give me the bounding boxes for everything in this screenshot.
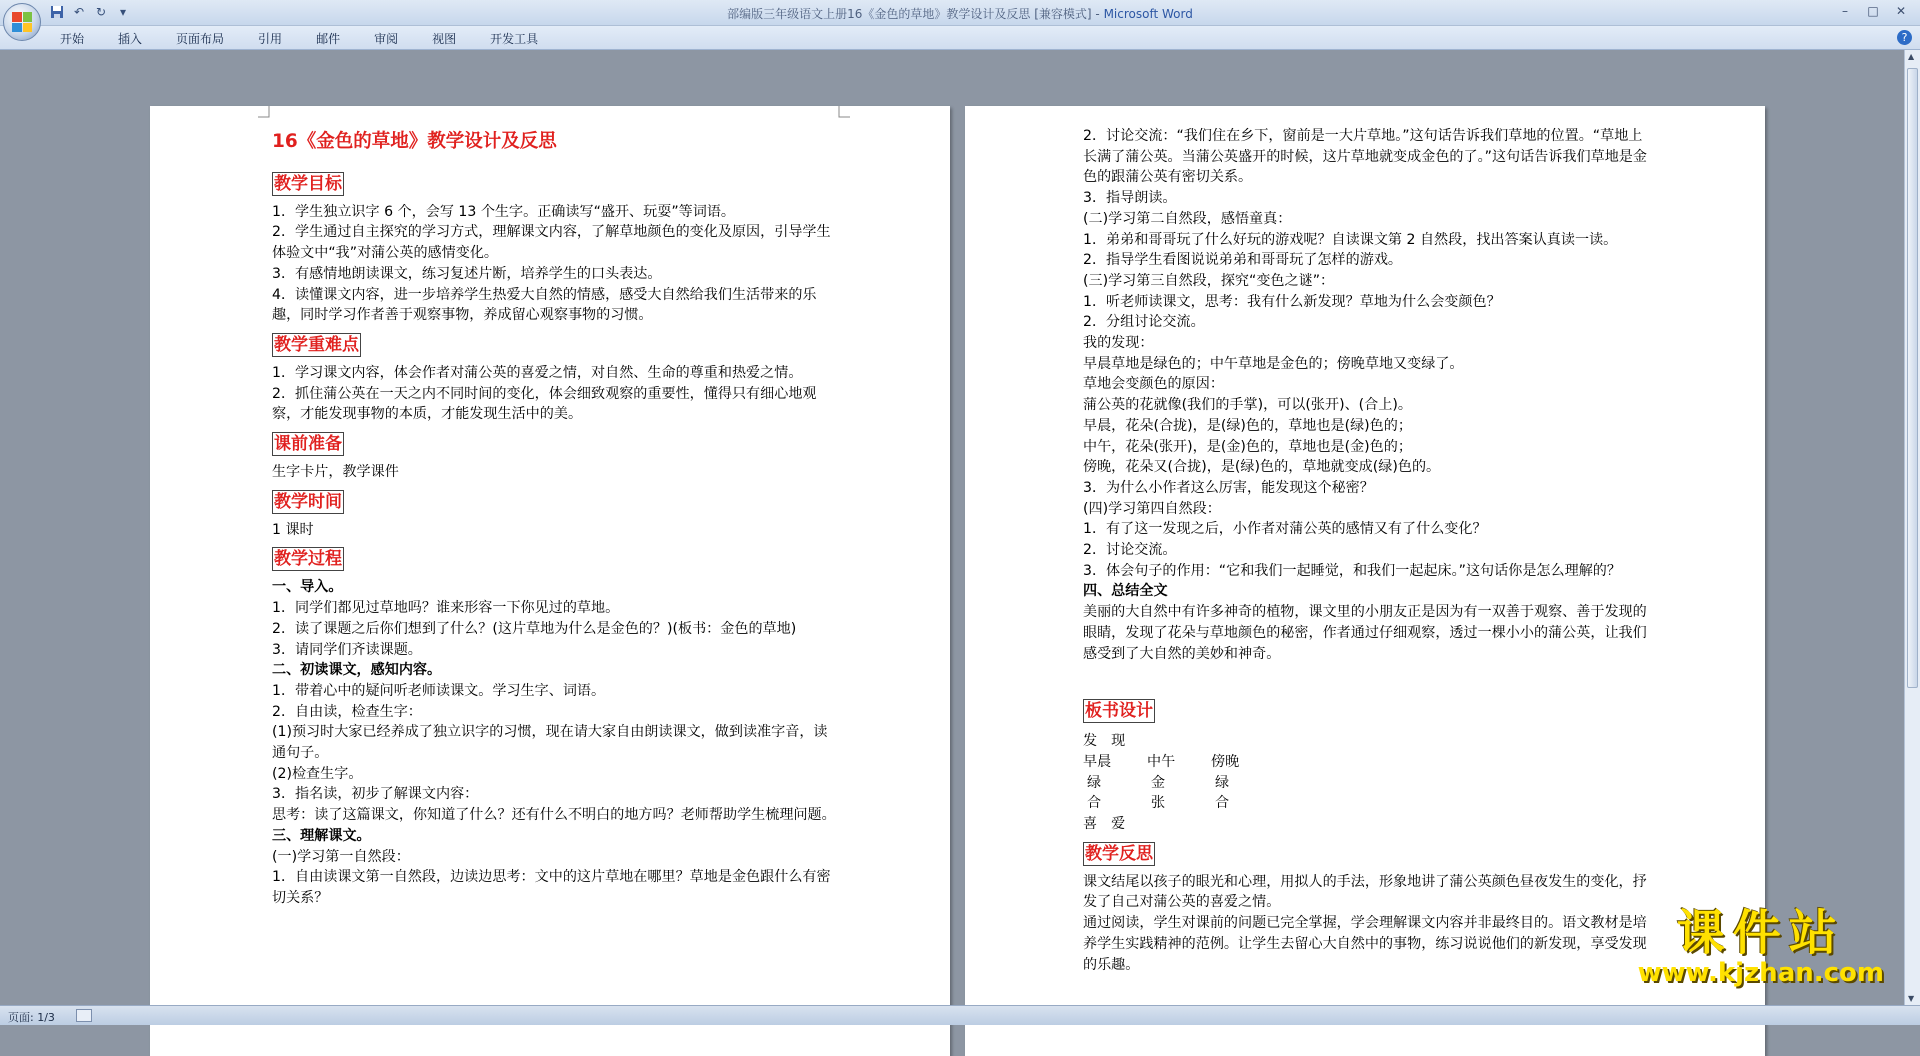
scroll-down-icon[interactable]: ▼ — [1908, 994, 1915, 1003]
margin-corner-mark — [838, 106, 850, 118]
board-cell: 绿 — [1087, 774, 1102, 791]
window-title — [0, 5, 1920, 22]
dropdown-icon[interactable]: ▾ — [119, 5, 127, 19]
key-point-item: 1．学习课文内容，体会作者对蒲公英的喜爱之情，对自然、生命的尊重和热爱之情。 — [272, 364, 803, 381]
board-cell: 中午 — [1147, 753, 1176, 770]
process-line: 早晨草地是绿色的；中午草地是金色的；傍晚草地又变绿了。 — [1083, 355, 1464, 372]
scroll-up-icon[interactable]: ▲ — [1908, 52, 1915, 61]
process-line: 一、导入。 — [272, 579, 343, 596]
process-line: 2．分组讨论交流。 — [1083, 314, 1205, 331]
process-line: 2．讨论交流：“我们住在乡下，窗前是一大片草地。”这句话告诉我们草地的位置。“草地上长满了蒲公英。当蒲公英盛开的时候，这片草地就变成金色的了。”这句话告诉我们草地是金色的跟蒲公英有密切关系。 — [1083, 128, 1647, 186]
document-title-text: 部编版三年级语文上册16《金色的草地》教学设计及反思 [兼容模式] - — [727, 7, 1104, 21]
status-bar — [0, 1005, 1920, 1025]
process-line: 3．为什么小作者这么厉害，能发现这个秘密？ — [1083, 479, 1374, 496]
board-cell: 合 — [1087, 795, 1102, 812]
board-cell: 绿 — [1215, 774, 1230, 791]
process-list — [272, 577, 836, 908]
tab-developer[interactable]: 开发工具 — [490, 32, 539, 46]
board-cell: 早晨 — [1083, 753, 1112, 770]
summary-heading: 四、总结全文 — [1083, 583, 1168, 600]
process-line: (二)学习第二自然段，感悟童真： — [1083, 210, 1292, 227]
section-heading-time: 教学时间 — [274, 491, 342, 512]
process-line: 1．有了这一发现之后，小作者对蒲公英的感情又有了什么变化？ — [1083, 521, 1487, 538]
goal-item: 3．有感情地朗读课文，练习复述片断，培养学生的口头表达。 — [272, 265, 662, 282]
process-line: 3．指名读，初步了解课文内容： — [272, 786, 479, 803]
section-heading-preparation: 课前准备 — [274, 434, 342, 455]
section-heading-reflection: 教学反思 — [1085, 843, 1153, 864]
process-line: 2．讨论交流。 — [1083, 542, 1177, 559]
goal-item: 1．学生独立识字 6 个，会写 13 个生字。正确读写“盛开、玩耍”等词语。 — [272, 203, 736, 220]
section-heading-goals: 教学目标 — [274, 173, 342, 194]
section-heading-key-points: 教学重难点 — [274, 334, 359, 355]
process-line: 1．弟弟和哥哥玩了什么好玩的游戏呢？自读课文第 2 自然段，找出答案认真读一读。 — [1083, 231, 1618, 248]
tab-view[interactable]: 视图 — [432, 32, 457, 46]
process-line: 1．自由读课文第一自然段，边读边思考：文中的这片草地在哪里？草地是金色跟什么有密切关系？ — [272, 869, 831, 906]
process-line: (1)预习时大家已经养成了独立识字的习惯，现在请大家自由朗读课文，做到读准字音，读通句子。 — [272, 724, 828, 762]
process-continued-list — [1083, 126, 1647, 581]
tab-insert[interactable]: 插入 — [118, 32, 143, 46]
process-line: (三)学习第三自然段，探究“变色之谜”： — [1083, 272, 1335, 289]
document-workspace — [0, 50, 1904, 1005]
board-cell: 金 — [1151, 774, 1166, 791]
watermark-url: www.kjzhan.com — [1637, 958, 1884, 988]
process-line: 2．自由读，检查生字： — [272, 703, 422, 720]
process-line: 草地会变颜色的原因： — [1083, 376, 1224, 393]
board-cell: 合 — [1215, 795, 1230, 812]
process-line: 3．请同学们齐读课题。 — [272, 641, 422, 658]
watermark-logo-text: 课件站 — [1676, 905, 1845, 961]
section-heading-board: 板书设计 — [1085, 701, 1153, 722]
summary-text: 美丽的大自然中有许多神奇的植物，课文里的小朋友正是因为有一双善于观察、善于发现的眼睛，发现了花朵与草地颜色的秘密，作者通过仔细观察，透过一棵小小的蒲公英，让我们感受到了大自然的美妙和神奇。 — [1083, 604, 1647, 662]
redo-icon[interactable]: ↻ — [95, 5, 107, 19]
office-button[interactable] — [3, 3, 41, 41]
process-line: 二、初读课文，感知内容。 — [272, 662, 442, 679]
process-line: 我的发现： — [1083, 335, 1154, 352]
board-row — [1083, 793, 1647, 814]
goal-item: 4．读懂课文内容，进一步培养学生热爱大自然的情感，感受大自然给我们生活带来的乐趣，同时学习作者善于观察事物，养成留心观察事物的习惯。 — [272, 286, 817, 324]
board-cell: 张 — [1151, 795, 1166, 812]
page-count[interactable]: 页面: 1/3 — [8, 1011, 55, 1024]
vertical-scrollbar[interactable] — [1904, 50, 1920, 1005]
undo-icon[interactable]: ↶ — [73, 5, 85, 19]
process-line: 2．指导学生看图说说弟弟和哥哥玩了怎样的游戏。 — [1083, 252, 1403, 269]
board-row — [1083, 752, 1647, 773]
process-line: (一)学习第一自然段： — [272, 848, 410, 865]
app-name: Microsoft Word — [1103, 7, 1193, 21]
office-logo-icon — [12, 12, 32, 32]
process-line: 1．听老师读课文，思考：我有什么新发现？草地为什么会变颜色？ — [1083, 293, 1501, 310]
scrollbar-thumb[interactable] — [1907, 68, 1918, 688]
tab-references[interactable]: 引用 — [258, 32, 283, 46]
close-button[interactable]: ✕ — [1895, 4, 1907, 18]
tab-review[interactable]: 审阅 — [374, 32, 399, 46]
process-line: 1．带着心中的疑问听老师读课文。学习生字、词语。 — [272, 682, 606, 699]
process-line: 三、理解课文。 — [272, 827, 371, 844]
time-text: 1 课时 — [272, 521, 314, 538]
key-point-item: 2．抓住蒲公英在一天之内不同时间的变化，体会细致观察的重要性，懂得只有细心地观察，才能发现事物的本质，才能发现生活中的美。 — [272, 385, 817, 423]
board-cell: 傍晚 — [1211, 753, 1240, 770]
maximize-button[interactable]: □ — [1867, 4, 1879, 18]
process-line: 3．指导朗读。 — [1083, 190, 1177, 207]
reflection-paragraph: 课文结尾以孩子的眼光和心理，用拟人的手法，形象地讲了蒲公英颜色昼夜发生的变化，抒发了自己对蒲公英的喜爱之情。 — [1083, 873, 1647, 911]
goal-item: 2．学生通过自主探究的学习方式，理解课文内容，了解草地颜色的变化及原因，引导学生体验文中“我”对蒲公英的感情变化。 — [272, 224, 831, 262]
help-icon[interactable]: ? — [1897, 30, 1912, 45]
process-line: (四)学习第四自然段： — [1083, 500, 1221, 517]
margin-corner-mark — [258, 106, 270, 118]
ribbon-tabs — [60, 30, 538, 47]
process-line: 1．同学们都见过草地吗？谁来形容一下你见过的草地。 — [272, 600, 620, 617]
reflection-list — [1083, 872, 1647, 976]
window-controls — [1832, 2, 1914, 20]
tab-mailings[interactable]: 邮件 — [316, 32, 341, 46]
process-line: 早晨，花朵(合拢)，是(绿)色的，草地也是(绿)色的； — [1083, 417, 1412, 434]
proofing-icon[interactable] — [76, 1009, 92, 1022]
process-line: 思考：读了这篇课文，你知道了什么？还有什么不明白的地方吗？老师帮助学生梳理问题。 — [272, 807, 836, 824]
process-line: 中午，花朵(张开)，是(金)色的，草地也是(金)色的； — [1083, 438, 1412, 455]
goals-list — [272, 202, 836, 326]
page-1-body — [272, 118, 836, 909]
page-2-body — [1083, 126, 1647, 975]
minimize-button[interactable]: – — [1842, 4, 1848, 18]
tab-page-layout[interactable]: 页面布局 — [176, 32, 225, 46]
key-points-list — [272, 363, 836, 425]
tab-home[interactable]: 开始 — [60, 32, 85, 46]
board-row — [1083, 731, 1647, 752]
board-row — [1083, 773, 1647, 794]
site-watermark — [1638, 907, 1884, 987]
board-design — [1083, 731, 1647, 834]
board-cell: 喜 爱 — [1083, 816, 1126, 833]
reflection-paragraph: 通过阅读，学生对课前的问题已完全掌握，学会理解课文内容并非最终目的。语文教材是培养学生实践精神的范例。让学生去留心大自然中的事物，练习说说他们的新发现，享受发现的乐趣。 — [1083, 915, 1647, 973]
empty-paragraph — [1083, 678, 1647, 692]
ribbon-tab-bar — [0, 26, 1920, 50]
process-line: 2．读了课题之后你们想到了什么？(这片草地为什么是金色的？)(板书：金色的草地) — [272, 620, 797, 637]
preparation-text: 生字卡片，教学课件 — [272, 464, 399, 481]
document-page-1 — [150, 106, 950, 1056]
board-row — [1083, 814, 1647, 835]
process-line: (2)检查生字。 — [272, 765, 363, 782]
process-line: 3．体会句子的作用：“它和我们一起睡觉，和我们一起起床。”这句话你是怎么理解的？ — [1083, 562, 1621, 579]
title-bar — [0, 0, 1920, 26]
process-line: 蒲公英的花就像(我们的手掌)，可以(张开)、(合上)。 — [1083, 397, 1412, 414]
document-heading: 16《金色的草地》教学设计及反思 — [272, 131, 557, 152]
board-cell: 发 现 — [1083, 733, 1126, 750]
section-heading-process: 教学过程 — [274, 549, 342, 570]
process-line: 傍晚，花朵又(合拢)，是(绿)色的，草地就变成(绿)色的。 — [1083, 459, 1441, 476]
empty-paragraph — [1083, 664, 1647, 678]
